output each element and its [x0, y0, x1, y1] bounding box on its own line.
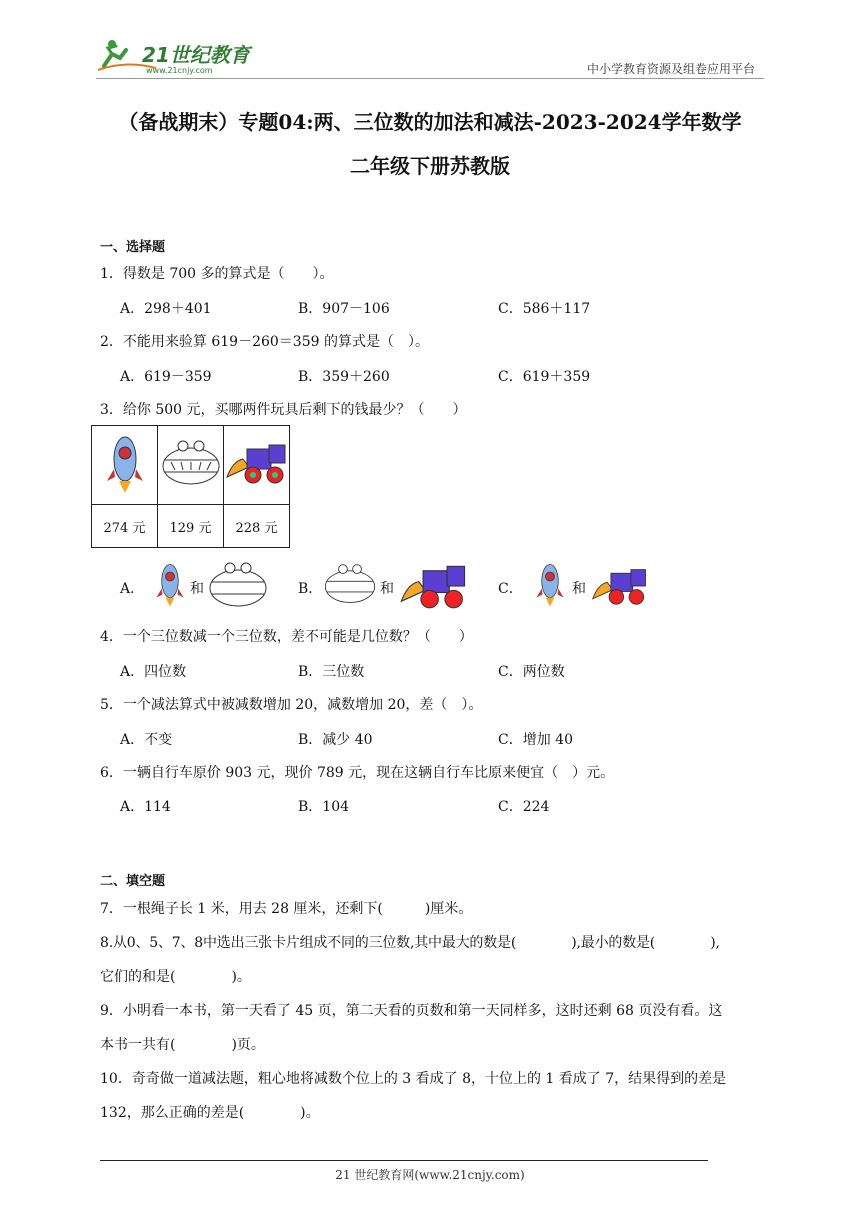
bulldozer-icon: [398, 562, 470, 610]
question-4: 4．一个三位数减一个三位数，差不可能是几位数？（ ）: [100, 629, 473, 645]
bulldozer-icon: [590, 566, 650, 606]
q2-option-c: C．619＋359: [498, 369, 591, 385]
question-9-line2: 本书一共有( )页。: [100, 1037, 265, 1053]
rocket-icon: [535, 556, 565, 612]
question-8-line1: 8.从0、5、7、8中选出三张卡片组成不同的三位数,其中最大的数是( ),最小的数是( ),: [100, 935, 720, 951]
question-9-line1: 9．小明看一本书，第一天看了 45 页，第二天看的页数和第一天同样多，这时还剩 68 页没有看。这: [100, 1003, 723, 1019]
q1-option-a: A．298＋401: [120, 301, 212, 317]
question-1: 1．得数是 700 多的算式是（ ）。: [100, 266, 334, 282]
q6-option-a: A．114: [120, 799, 171, 815]
question-7: 7．一根绳子长 1 米，用去 28 厘米，还剩下( )厘米。: [100, 901, 473, 917]
basket-price: 129 元: [158, 505, 224, 548]
question-10-line2: 132，那么正确的差是( )。: [100, 1105, 320, 1121]
section-heading-choice: 一、选择题: [100, 240, 166, 255]
bulldozer-price: 228 元: [224, 505, 290, 548]
q6-option-b: B．104: [298, 799, 350, 815]
question-3: 3．给你 500 元，买哪两件玩具后剩下的钱最少？（ ）: [100, 402, 467, 418]
site-logo: [96, 36, 256, 76]
q3-c-rocket: [535, 556, 565, 616]
bulldozer-cell: [224, 426, 290, 505]
q5-option-a: A．不变: [120, 732, 173, 748]
question-10-line1: 10．奇奇做一道减法题，粗心地将减数个位上的 3 看成了 8，十位上的 1 看成了 7，结果得到的差是: [100, 1071, 727, 1087]
q2-option-a: A．619－359: [120, 369, 212, 385]
section-heading-fill: 二、填空题: [100, 874, 166, 889]
q4-option-c: C．两位数: [498, 664, 565, 680]
q3-a-basket: [205, 560, 271, 614]
q3-option-c: C．: [498, 581, 523, 597]
q3-option-a: A．: [120, 581, 145, 597]
question-5: 5．一个减法算式中被减数增加 20，减数增加 20，差（ ）。: [100, 697, 483, 713]
q3-b-basket: [322, 562, 378, 610]
page-title: （备战期末）专题04:两、三位数的加法和减法-2023-2024学年数学: [118, 110, 742, 134]
q3-b-bulldozer: [398, 562, 470, 614]
rocket-icon: [155, 556, 185, 612]
rocket-icon: [105, 431, 145, 495]
q1-option-c: C．586＋117: [498, 301, 591, 317]
q5-option-b: B．减少 40: [298, 732, 373, 748]
q4-option-b: B．三位数: [298, 664, 365, 680]
question-6: 6．一辆自行车原价 903 元，现价 789 元，现在这辆自行车比原来便宜（ ）元。: [100, 765, 615, 781]
footer-divider: [100, 1160, 708, 1161]
rocket-cell: [92, 426, 158, 505]
toy-price-table: [91, 425, 290, 548]
q3-a-rocket: [155, 556, 185, 616]
q2-option-b: B．359＋260: [298, 369, 390, 385]
q1-option-b: B．907－106: [298, 301, 390, 317]
page-subtitle: 二年级下册苏教版: [350, 154, 510, 178]
q5-option-c: C．增加 40: [498, 732, 573, 748]
bulldozer-icon: [225, 441, 289, 485]
platform-name: 中小学教育资源及组卷应用平台: [586, 62, 755, 76]
rocket-price: 274 元: [92, 505, 158, 548]
q3-option-b: B．: [298, 581, 323, 597]
q6-option-c: C．224: [498, 799, 550, 815]
q4-option-a: A．四位数: [120, 664, 187, 680]
q3-c-bulldozer: [590, 566, 650, 610]
question-8-line2: 它们的和是( )。: [100, 969, 251, 985]
svg-text:www.21cnjy.com: www.21cnjy.com: [146, 66, 213, 75]
header-divider: [96, 78, 764, 79]
basket-icon: [322, 562, 378, 606]
footer-text[interactable]: 21 世纪教育网(www.21cnjy.com): [335, 1168, 525, 1182]
basket-cell: [158, 426, 224, 505]
q3-a-and: 和: [190, 581, 204, 597]
question-2: 2．不能用来验算 619－260＝359 的算式是（ ）。: [100, 334, 429, 350]
basket-icon: [161, 438, 221, 488]
q3-b-and: 和: [380, 581, 394, 597]
q3-c-and: 和: [572, 581, 586, 597]
logo-text: 21世纪教育: [142, 43, 250, 67]
basket-icon: [205, 560, 271, 610]
